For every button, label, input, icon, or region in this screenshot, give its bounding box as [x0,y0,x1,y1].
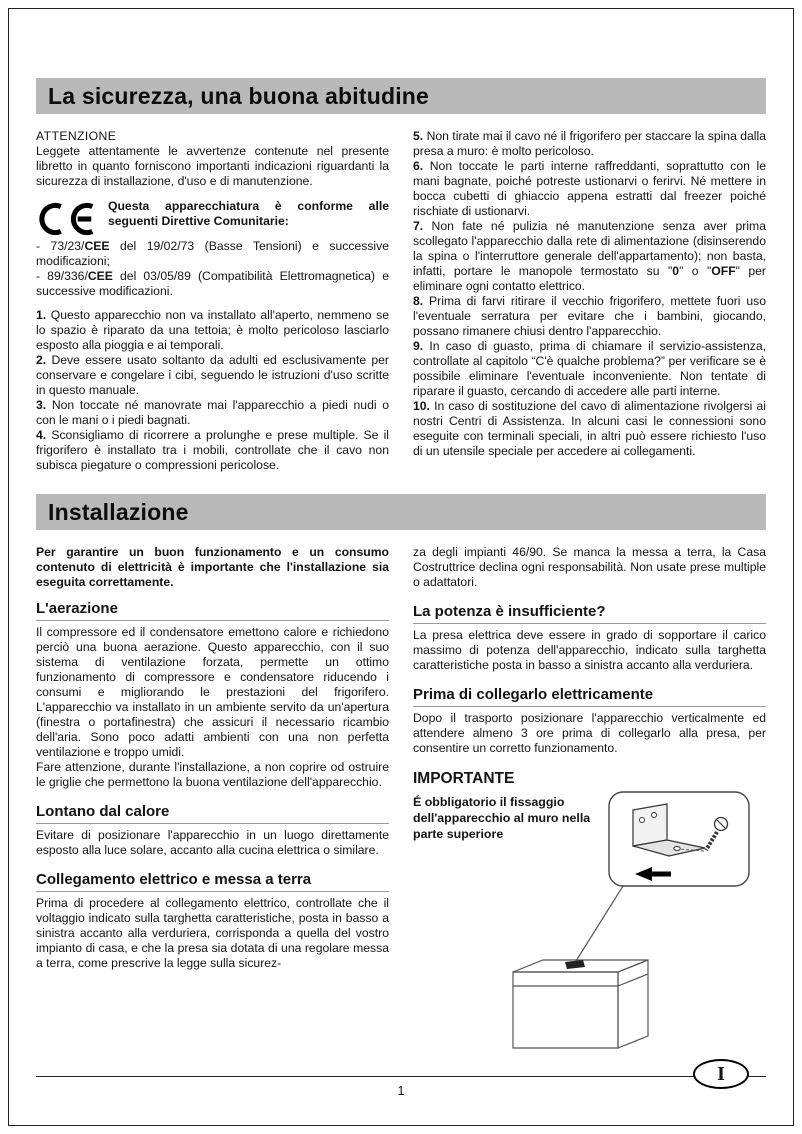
flange-hole [674,847,680,851]
heading-importante: IMPORTANTE [413,770,515,787]
sicurezza-columns [36,129,766,473]
numbered-paragraph [36,428,389,473]
text-segment: Deve essere usato soltanto da adulti ed esclusivamente per conservare e congelare i cibi, seguendo le istruzioni d'uso scritte in questo manuale. [36,353,389,397]
potenza-paragraph: La presa elettrica deve essere in grado di sopportare il carico massimo di potenza dell'apparecchio, indicato sulla targhetta caratteristiche posta in basso a sinistra accanto alla verduriera. [413,628,766,672]
bracket-plate [633,804,667,846]
text-segment: 7. [413,219,424,233]
section-header-sicurezza [36,78,766,114]
attenzione-label: ATTENZIONE [36,129,117,143]
installation-figure [413,790,766,1052]
heading-lontano-dal-calore: Lontano dal calore [36,803,389,824]
text-segment: 9. [413,339,424,353]
text-segment: del 19/02/73 (Basse Tensioni) e successive modificazioni; [36,239,389,268]
numbered-paragraph [413,339,766,399]
heading-prima-di-collegarlo: Prima di collegarlo elettricamente [413,686,766,707]
text-segment: 3. [36,398,47,412]
aerazione-paragraph-1: Il compressore ed il condensatore emettono calore e richiedono perciò una buona aerazione. Questo apparecchio, con il suo sistema di ventilazione forzata, permette un ottimo funzionamento di compressore e condensatore riducendo i consumi e migliorando le prestazioni del frigorifero. L'apparecchio va installato in un ambiente servito da un'apertura (finestra o portafinestra) che assicuri il necessario ricambio dell'aria. Sono poco adatti ambienti con una non perfetta ventilazione e troppo umidi. [36,625,389,759]
collegamento-paragraph: Prima di procedere al collegamento elettrico, controllate che il voltaggio indicato sulla targhetta caratteristiche, posta in basso a sinistra accanto alla verduriera, corrisponda a quella del vostro impianto di casa, e che la presa sia dotata di una regolare messa a terra, come prescrive la legge sulla sicurez- [36,896,389,970]
numbered-paragraph [413,129,766,159]
numbered-paragraph [413,294,766,339]
calore-paragraph: Evitare di posizionare l'apparecchio in un luogo direttamente esposto alla luce solare, accanto alla cucina elettrica o similare. [36,828,389,857]
wall-mounting-illustration [413,790,766,1052]
text-segment: 10. [413,399,430,413]
installazione-right-column [413,545,766,1052]
installazione-intro: Per garantire un buon funzionamento e un consumo contenuto di elettricità è importante che l'installazione sia eseguita correttamente. [36,545,389,589]
page-number: 1 [397,1084,405,1098]
page-border [8,8,794,1126]
numbered-paragraph [36,398,389,428]
refrigerator-illustration [513,960,648,1048]
aerazione-paragraph-2: Fare attenzione, durante l'installazione, a non coprire od ostruire le griglie che permettono la buona ventilazione dell'apparecchio. [36,760,389,789]
safety-items-5-10 [413,129,766,459]
ce-mark-icon [36,200,98,238]
text-segment: CEE [84,239,110,253]
text-segment: OFF [711,264,736,278]
numbered-paragraph [413,219,766,294]
fridge-side-face [618,960,648,1048]
collegamento-continuation: za degli impianti 46/90. Se manca la messa a terra, la Casa Costruttrice declina ogni responsabilità. Non usate prese multiple o adattatori. [413,545,766,589]
sicurezza-right-column [413,129,766,473]
bracket-hole-2 [652,813,657,818]
language-badge-italian [693,1059,749,1089]
text-segment: 5. [413,129,424,143]
section-title-sicurezza: La sicurezza, una buona abitudine [48,82,430,109]
text-segment: Prima di farvi ritirare il vecchio frigorifero, mettete fuori uso l'eventuale serratura per evitare che i bambini, giocando, possano rimanere chiusi dentro l'apparecchio. [413,294,766,338]
text-segment: - 89/336/ [36,269,88,283]
page-content [9,78,793,1052]
installazione-columns [36,545,766,1052]
section-title-installazione: Installazione [48,498,189,525]
safety-items-1-4 [36,308,389,473]
text-segment: - 73/23/ [36,239,85,253]
text-segment: del 03/05/89 (Compatibilità Elettromagnetica) e successive modificazioni. [36,269,389,298]
text-segment: Non toccate le parti interne raffreddanti, soprattutto con le mani bagnate, poiché potreste ustionarvi o ferirvi. Né mettere in bocca cubetti di ghiaccio appena estratti dal freezer poiché rischiate di ustionarvi. [413,159,766,218]
ce-statement: Questa apparecchiatura è conforme alle seguenti Direttive Comunitarie: [108,199,389,228]
text-segment: Non toccate né manovrate mai l'apparecchio a piedi nudi o con le mani o i piedi bagnati. [36,398,389,427]
directive-89-336 [36,269,389,299]
numbered-paragraph [413,159,766,219]
ce-letter-c [42,205,61,232]
text-segment: 2. [36,353,47,367]
text-segment: 1. [36,308,47,322]
text-segment: 8. [413,294,424,308]
text-segment: Questo apparecchio non va installato all'aperto, nemmeno se lo spazio è riparato da una tettoia; è molto pericoloso lasciarlo esposto alla pioggia e ai temporali. [36,308,389,352]
text-segment: In caso di guasto, prima di chiamare il servizio-assistenza, controllate al capitolo “C'è qualche problema?” per verificare se è possibile eliminare l'eventuale inconveniente. Non tentate di riparare il guasto, cercando di accedere alle parti interne. [413,339,766,398]
numbered-paragraph [413,399,766,459]
text-segment: CEE [87,269,113,283]
ce-declaration [36,199,389,238]
text-segment: Sconsigliamo di ricorrere a prolunghe e prese multiple. Se il frigorifero è installato tra i mobili, controllate che il cavo non subisca piegature o compressioni pericolose. [36,428,389,472]
text-segment: Non fate né pulizia né manutenzione senza aver prima scollegato l'apparecchio dalla rete di alimentazione (disinserendo la spina o l'interruttore generale dell'appartamento); non basta, infatti, portare le manopole termostato su " [413,219,766,278]
footer-rule [36,1076,766,1077]
mounted-bracket [565,960,585,969]
text-segment: " per eliminare ogni contatto elettrico. [413,264,766,293]
text-segment: Non tirate mai il cavo né il frigorifero per staccare la spina dalla presa a muro: è molto pericoloso. [413,129,766,158]
bracket-hole-1 [640,818,645,823]
bracket-detail-box [609,792,749,886]
prima-paragraph: Dopo il trasporto posizionare l'apparecchio verticalmente ed attendere almeno 3 ore prima di collegarlo alla presa, per consentire un corretto funzionamento. [413,711,766,755]
directive-73-23 [36,239,389,269]
numbered-paragraph [36,353,389,398]
leader-line [576,886,623,961]
text-segment: 4. [36,428,47,442]
heading-potenza: La potenza è insufficiente? [413,603,766,624]
fridge-front-face [513,972,618,1048]
heading-collegamento-elettrico: Collegamento elettrico e messa a terra [36,871,389,892]
language-badge-letter: I [717,1062,725,1085]
installazione-left-column [36,545,389,1052]
detail-box-border [609,792,749,886]
heading-aerazione: L'aerazione [36,600,389,621]
section-header-installazione [36,494,766,530]
text-segment: 6. [413,159,424,173]
attenzione-text: Leggete attentamente le avvertenze contenute nel presente libretto in quanto forniscono importanti indicazioni riguardanti la sicurezza di installazione, d'uso e di manutenzione. [36,144,389,188]
text-segment: 0 [672,264,680,278]
text-segment: " o " [679,264,712,278]
fridge-door-line-side [618,974,648,986]
numbered-paragraph [36,308,389,353]
text-segment: In caso di sostituzione del cavo di alimentazione rivolgersi ai nostri Centri di Assistenza. In alcuni casi le connessioni sono eseguite con terminali speciali, in altri può essere richiesto l'uso di un utensile speciale per accedere ai collegamenti. [413,399,766,458]
sicurezza-left-column [36,129,389,473]
importante-caption: É obbligatorio il fissaggio dell'apparecchio al muro nella parte superiore [413,795,591,841]
